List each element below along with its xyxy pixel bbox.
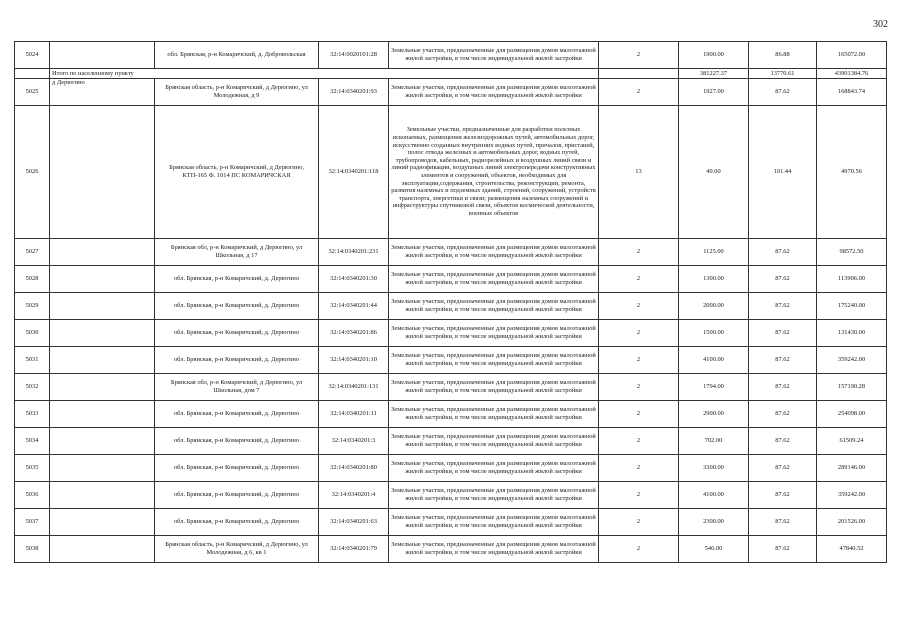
table-row xyxy=(15,536,887,563)
address-cell: Брянская обл, р-н Комаричский, д Дерюгино, ул Школьная, дом 7 xyxy=(155,374,319,401)
table-row xyxy=(15,106,887,239)
row-number: 5037 xyxy=(15,509,50,536)
value-cell: 289146.00 xyxy=(817,455,887,482)
cadastral-number: 32:14:0340201:131 xyxy=(319,374,389,401)
address-cell: обл. Брянская, р-н Комаричский, д. Дерюгино xyxy=(155,455,319,482)
area-cell: 4100.00 xyxy=(679,347,749,374)
total-label: Итого по населенному пункту xyxy=(50,69,599,79)
table-row xyxy=(15,42,887,69)
locality-cell xyxy=(50,428,155,455)
land-use-cell: Земельные участки, предназначенные для разработки полезных ископаемых, размещения железнодорожных путей, автомобильных дорог, искусственно созданных внутренних водных путей, причалов, пристаней, полос отвода железных и автомобильных дорог, водных путей, трубопроводов, кабельных, радиорелейных и воздушных линий связи и линий радиофикации, воздушных линий электропередачи конструктивных элементов и сооружений, объектов, необходимых для эксплуатации,содержания, строительства, реконструкции, ремонта, развития наземных и подземных зданий, строений, сооружений, устройств транспорта, энергетики и связи; размещения наземных сооружений и инфраструктуры спутниковой связи, объектов космической деятельности, военных объектов xyxy=(389,106,599,239)
table-row xyxy=(15,482,887,509)
land-use-cell: Земельные участки, предназначенные для размещения домов малоэтажной жилой застройки, в том числе индивидуальной жилой застройки xyxy=(389,79,599,106)
cadastral-number: 32:14:0340201:11 xyxy=(319,401,389,428)
table-row xyxy=(15,374,887,401)
rate-cell: 87.62 xyxy=(749,266,817,293)
land-use-cell: Земельные участки, предназначенные для размещения домов малоэтажной жилой застройки, в том числе индивидуальной жилой застройки xyxy=(389,401,599,428)
rate-cell: 87.62 xyxy=(749,374,817,401)
cadastral-number: 32:14:0340201:79 xyxy=(319,536,389,563)
area-cell: 1927.00 xyxy=(679,79,749,106)
row-number: 5029 xyxy=(15,293,50,320)
row-number: 5025 xyxy=(15,79,50,106)
group-cell: 2 xyxy=(599,293,679,320)
group-cell: 2 xyxy=(599,266,679,293)
land-use-cell: Земельные участки, предназначенные для размещения домов малоэтажной жилой застройки, в том числе индивидуальной жилой застройки xyxy=(389,347,599,374)
area-cell: 1500.00 xyxy=(679,320,749,347)
table-row xyxy=(15,455,887,482)
land-use-cell: Земельные участки, предназначенные для размещения домов малоэтажной жилой застройки, в том числе индивидуальной жилой застройки xyxy=(389,455,599,482)
cadastral-number: 32:14:0340201:93 xyxy=(319,79,389,106)
value-cell: 47840.52 xyxy=(817,536,887,563)
value-cell: 175240.00 xyxy=(817,293,887,320)
area-cell: 702.00 xyxy=(679,428,749,455)
locality-cell: д Дерюгино xyxy=(50,79,155,106)
locality-cell xyxy=(50,106,155,239)
row-number: 5028 xyxy=(15,266,50,293)
value-cell: 168843.74 xyxy=(817,79,887,106)
value-cell: 157190.28 xyxy=(817,374,887,401)
value-cell: 4970.56 xyxy=(817,106,887,239)
total-value: 43901384.76 xyxy=(817,69,887,79)
cadastral-number: 32:14:0020101:28 xyxy=(319,42,389,69)
area-cell: 2000.00 xyxy=(679,293,749,320)
cadastral-number: 32:14:0340201:63 xyxy=(319,509,389,536)
group-cell: 2 xyxy=(599,79,679,106)
area-cell: 1900.00 xyxy=(679,42,749,69)
address-cell: обл. Брянская, р-н Комаричский, д. Дерюгино xyxy=(155,320,319,347)
group-cell: 2 xyxy=(599,509,679,536)
group-cell: 2 xyxy=(599,482,679,509)
address-cell: Брянская область, р-н Комаричский, д Дерюгино, КТП-165 Ф. 1014 ПС КОМАРИЧСКАЯ xyxy=(155,106,319,239)
cadastral-number: 32:14:0340201:118 xyxy=(319,106,389,239)
area-cell: 3300.00 xyxy=(679,455,749,482)
address-cell: Брянская область, р-н Комаричский, д Дерюгино, ул Молодежная, д 9 xyxy=(155,79,319,106)
table-row xyxy=(15,79,887,106)
locality-cell xyxy=(50,347,155,374)
table-row xyxy=(15,509,887,536)
locality-cell xyxy=(50,266,155,293)
table-row xyxy=(15,428,887,455)
address-cell: обл. Брянская, р-н Комаричский, д. Дерюгино xyxy=(155,347,319,374)
cadastral-number: 32:14:0340201:30 xyxy=(319,266,389,293)
area-cell: 49.00 xyxy=(679,106,749,239)
value-cell: 113906.00 xyxy=(817,266,887,293)
row-number: 5038 xyxy=(15,536,50,563)
table-row xyxy=(15,293,887,320)
cadastral-number: 32:14:0340201:10 xyxy=(319,347,389,374)
table-row xyxy=(15,401,887,428)
land-use-cell: Земельные участки, предназначенные для размещения домов малоэтажной жилой застройки, в том числе индивидуальной жилой застройки xyxy=(389,428,599,455)
rate-cell: 87.62 xyxy=(749,401,817,428)
group-cell: 13 xyxy=(599,106,679,239)
area-cell: 2900.00 xyxy=(679,401,749,428)
address-cell: Брянская обл, р-н Комаричский, д Дерюгино, ул Школьная, д 17 xyxy=(155,239,319,266)
rate-cell: 87.62 xyxy=(749,293,817,320)
table-row xyxy=(15,239,887,266)
rate-cell: 86.88 xyxy=(749,42,817,69)
address-cell: обл. Брянская, р-н Комаричский, д. Добровольская xyxy=(155,42,319,69)
group-cell: 2 xyxy=(599,401,679,428)
land-use-cell: Земельные участки, предназначенные для размещения домов малоэтажной жилой застройки, в том числе индивидуальной жилой застройки xyxy=(389,239,599,266)
rate-cell: 87.62 xyxy=(749,320,817,347)
area-cell: 2300.00 xyxy=(679,509,749,536)
rate-cell: 87.62 xyxy=(749,428,817,455)
value-cell: 201526.00 xyxy=(817,509,887,536)
address-cell: обл. Брянская, р-н Комаричский, д. Дерюгино xyxy=(155,293,319,320)
address-cell: обл. Брянская, р-н Комаричский, д. Дерюгино xyxy=(155,482,319,509)
row-number: 5035 xyxy=(15,455,50,482)
land-use-cell: Земельные участки, предназначенные для размещения домов малоэтажной жилой застройки, в том числе индивидуальной жилой застройки xyxy=(389,320,599,347)
rate-cell: 87.62 xyxy=(749,482,817,509)
rate-cell: 101.44 xyxy=(749,106,817,239)
land-registry-table xyxy=(14,41,887,563)
row-number: 5030 xyxy=(15,320,50,347)
cadastral-number: 32:14:0340201:4 xyxy=(319,482,389,509)
rate-cell: 87.62 xyxy=(749,347,817,374)
row-number: 5032 xyxy=(15,374,50,401)
land-use-cell: Земельные участки, предназначенные для размещения домов малоэтажной жилой застройки, в том числе индивидуальной жилой застройки xyxy=(389,536,599,563)
rate-cell: 87.62 xyxy=(749,239,817,266)
land-use-cell: Земельные участки, предназначенные для размещения домов малоэтажной жилой застройки, в том числе индивидуальной жилой застройки xyxy=(389,293,599,320)
locality-cell xyxy=(50,482,155,509)
value-cell: 359242.00 xyxy=(817,482,887,509)
locality-cell xyxy=(50,455,155,482)
area-cell: 1125.00 xyxy=(679,239,749,266)
locality-cell xyxy=(50,401,155,428)
row-number: 5034 xyxy=(15,428,50,455)
locality-cell xyxy=(50,536,155,563)
rate-cell: 87.62 xyxy=(749,455,817,482)
locality-cell xyxy=(50,239,155,266)
area-cell: 546.00 xyxy=(679,536,749,563)
total-area: 381227.37 xyxy=(679,69,749,79)
address-cell: Брянская область, р-н Комаричский, д Дерюгино, ул Молодежная, д 6, кв 1 xyxy=(155,536,319,563)
area-cell: 1794.00 xyxy=(679,374,749,401)
table-row xyxy=(15,347,887,374)
address-cell: обл. Брянская, р-н Комаричский, д. Дерюгино xyxy=(155,401,319,428)
rate-cell: 87.62 xyxy=(749,79,817,106)
land-use-cell: Земельные участки, предназначенные для размещения домов малоэтажной жилой застройки, в том числе индивидуальной жилой застройки xyxy=(389,266,599,293)
table-row xyxy=(15,320,887,347)
row-number: 5036 xyxy=(15,482,50,509)
value-cell: 131430.00 xyxy=(817,320,887,347)
page-number: 302 xyxy=(873,19,888,30)
value-cell: 254098.00 xyxy=(817,401,887,428)
cadastral-number: 32:14:0340201:231 xyxy=(319,239,389,266)
row-number: 5033 xyxy=(15,401,50,428)
value-cell: 359242.00 xyxy=(817,347,887,374)
row-number: 5027 xyxy=(15,239,50,266)
land-use-cell: Земельные участки, предназначенные для размещения домов малоэтажной жилой застройки, в том числе индивидуальной жилой застройки xyxy=(389,509,599,536)
group-cell: 2 xyxy=(599,239,679,266)
locality-cell xyxy=(50,374,155,401)
group-cell: 2 xyxy=(599,428,679,455)
value-cell: 61509.24 xyxy=(817,428,887,455)
group-cell: 2 xyxy=(599,42,679,69)
value-cell: 98572.50 xyxy=(817,239,887,266)
row-number: 5031 xyxy=(15,347,50,374)
locality-cell xyxy=(50,293,155,320)
address-cell: обл. Брянская, р-н Комаричский, д. Дерюгино xyxy=(155,266,319,293)
rate-cell: 87.62 xyxy=(749,509,817,536)
total-row xyxy=(15,69,887,79)
cadastral-number: 32:14:0340201:86 xyxy=(319,320,389,347)
row-number: 5026 xyxy=(15,106,50,239)
table-row xyxy=(15,266,887,293)
cadastral-number: 32:14:0340201:44 xyxy=(319,293,389,320)
row-number: 5024 xyxy=(15,42,50,69)
value-cell: 165072.00 xyxy=(817,42,887,69)
address-cell: обл. Брянская, р-н Комаричский, д. Дерюгино xyxy=(155,428,319,455)
area-cell: 1300.00 xyxy=(679,266,749,293)
group-cell: 2 xyxy=(599,374,679,401)
address-cell: обл. Брянская, р-н Комаричский, д. Дерюгино xyxy=(155,509,319,536)
rate-cell: 87.62 xyxy=(749,536,817,563)
group-cell: 2 xyxy=(599,347,679,374)
area-cell: 4100.00 xyxy=(679,482,749,509)
group-cell: 2 xyxy=(599,320,679,347)
total-rate: 13770.61 xyxy=(749,69,817,79)
land-use-cell: Земельные участки, предназначенные для размещения домов малоэтажной жилой застройки, в том числе индивидуальной жилой застройки xyxy=(389,482,599,509)
cadastral-number: 32:14:0340201:80 xyxy=(319,455,389,482)
locality-cell xyxy=(50,320,155,347)
land-use-cell: Земельные участки, предназначенные для размещения домов малоэтажной жилой застройки, в том числе индивидуальной жилой застройки xyxy=(389,42,599,69)
locality-cell xyxy=(50,509,155,536)
group-cell: 2 xyxy=(599,536,679,563)
land-use-cell: Земельные участки, предназначенные для размещения домов малоэтажной жилой застройки, в том числе индивидуальной жилой застройки xyxy=(389,374,599,401)
cadastral-number: 32:14:0340201:3 xyxy=(319,428,389,455)
group-cell: 2 xyxy=(599,455,679,482)
